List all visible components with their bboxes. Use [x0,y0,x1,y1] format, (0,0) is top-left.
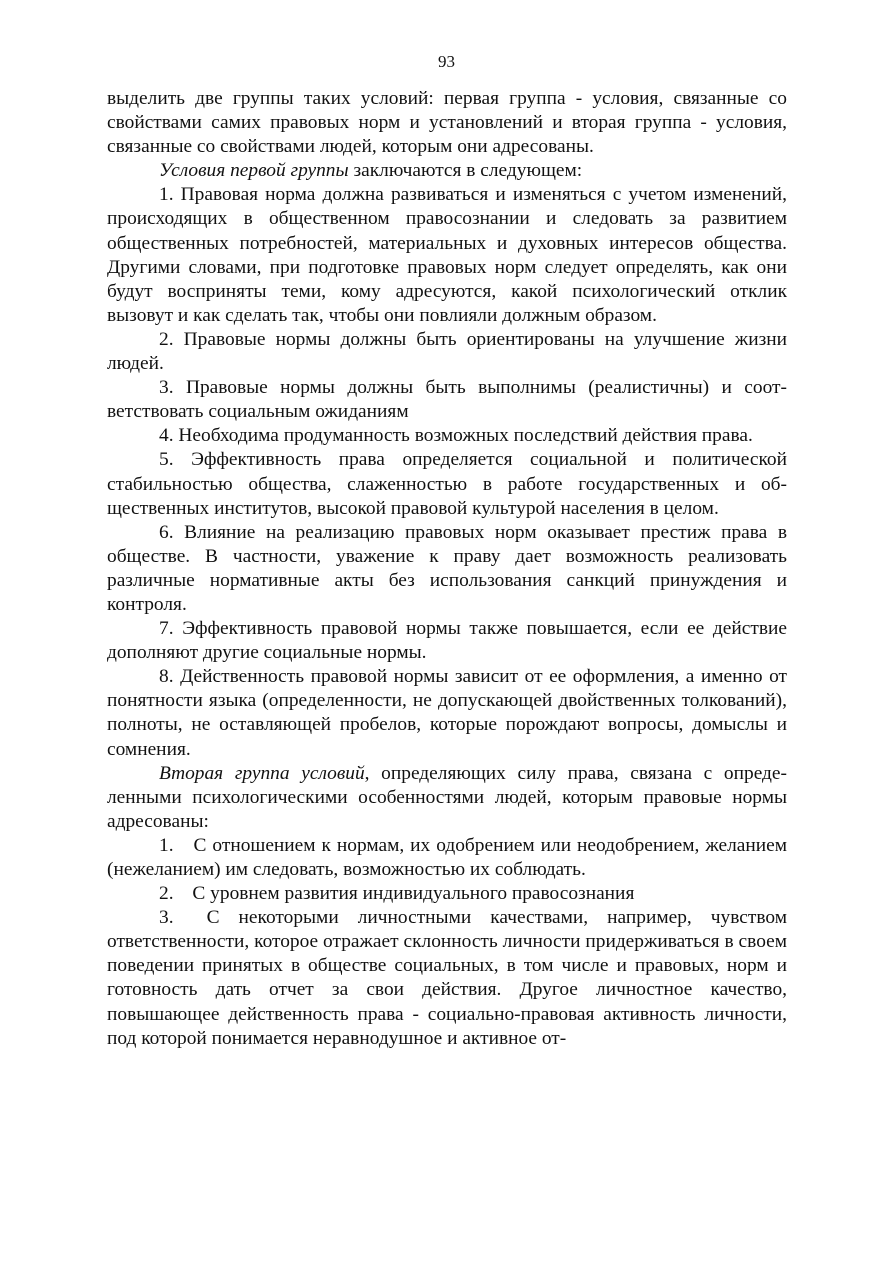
list-number: 2. [159,883,174,905]
list-item-text: Правовая норма должна развиваться и изменяться с учетом изменений, происходящих в общественном правосознании и следовать за развитием общественных потребностей, материальных и духовных интересов общества. Другими словами, при подготовке правовых норм следует определять, как они будут восприняты теми, кому адресуются, какой психологический отклик вызовут и как сделать так, чтобы они повлияли должным образом. [107,184,787,326]
list-item-text: Правовые нормы должны быть ориентированы на улучшение жизни людей. [107,328,787,375]
list-item-text: Эффективность правовой нормы также повышается, если ее действие дополняют другие социальные нормы. [107,618,787,664]
list-number: 6. [159,521,174,543]
group1-lead-italic: Условия первой группы [159,160,349,182]
group1-lead-rest: заключаются в следующем: [348,160,583,182]
list-item-text: С уровнем развития индивидуального правосознания [192,883,635,905]
page-number: 93 [438,52,455,71]
group1-item-8 [107,665,787,761]
group1-item-3 [107,376,787,424]
group2-lead-rest: , определяющих силу права, связана с определенными психологическими особенностями людей, которым правовые нормы адресованы: [107,762,787,832]
list-number: 3. [159,377,174,399]
text-body [107,87,787,1051]
intro-paragraph: выделить две группы таких условий: первая группа - условия, связанные со свойствами самих правовых норм и установлений и вторая группа - условия, связанные со свойствами людей, которым они адресованы. [107,88,787,158]
list-number: 1. [159,184,174,206]
list-item-text: Действенность правовой нормы зависит от ее оформления, а именно от понятности языка (определенности, не допускающей двойственных толкований), полноты, не оставляющей пробелов, которые порождают вопросы, домыслы и сомнения. [107,666,787,760]
list-item-text: С некоторыми личностными качествами, например, чувством ответственности, которое отражает склонность личности придерживаться в своем поведении принятых в обществе социальных, в том числе и правовых, норм и готовность дать отчет за свои действия. Другое личностное качество, повышающее действенность права - социально-правовая активность личности, под которой понимается неравнодушное и активное от- [107,907,787,1049]
group2-item-2 [107,882,787,906]
group2-lead-paragraph [107,762,787,834]
list-item-text: Правовые нормы должны быть выполнимы (реалистичны) и соответствовать социальным ожиданиям [107,377,787,423]
list-number: 4. [159,425,174,447]
list-number: 7. [159,618,174,640]
list-number: 2. [159,328,174,350]
group2-item-3 [107,906,787,1051]
list-number: 3. [159,907,174,929]
list-number: 8. [159,666,174,688]
group1-item-6 [107,521,787,617]
list-item-text: Эффективность права определяется социальной и политической стабильностью общества, слаженностью в работе государственных и общественных институтов, высокой правовой культурой населения в целом. [107,449,787,519]
group2-lead-italic: Вторая группа условий [159,762,365,784]
list-item-text: Необходима продуманность возможных последствий действия права. [178,425,753,447]
group1-lead-paragraph [107,159,787,183]
group1-item-1 [107,183,787,328]
list-number: 1. [159,834,174,856]
list-item-text: Влияние на реализацию правовых норм оказывает престиж права в обществе. В частности, уважение к праву дает возможность реализовать различные нормативные акты без использования санкций принуждения и контроля. [107,521,787,615]
group1-item-4 [107,424,787,448]
group2-item-1 [107,834,787,882]
list-item-text: С отношением к нормам, их одобрением или неодобрением, желанием (нежеланием) им следовать, возможностью их соблюдать. [107,834,787,880]
group1-item-7 [107,617,787,665]
group1-item-5 [107,448,787,520]
group1-item-2 [107,328,787,376]
list-number: 5. [159,449,174,471]
